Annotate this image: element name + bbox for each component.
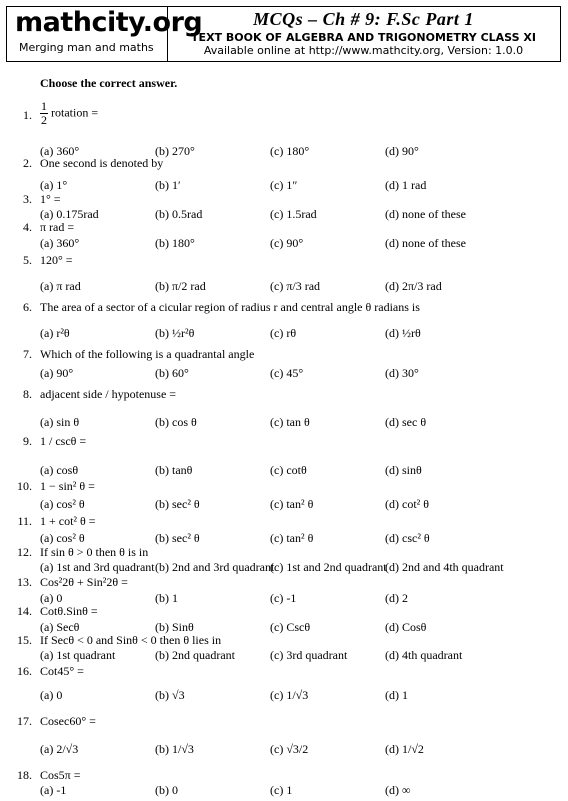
option-c: (c) √3/2 bbox=[270, 742, 309, 756]
option-d: (d) ½rθ bbox=[385, 326, 421, 340]
option-a: (a) π rad bbox=[40, 279, 81, 293]
question-stem bbox=[40, 604, 98, 619]
question-text: Cos5π = bbox=[40, 768, 81, 782]
question-stem bbox=[40, 192, 61, 207]
logo-box bbox=[7, 7, 203, 61]
option-c: (c) 1″ bbox=[270, 178, 298, 192]
question-number: 12. bbox=[17, 545, 32, 559]
question-stem bbox=[40, 633, 221, 648]
question-number: 6. bbox=[23, 300, 32, 314]
option-b: (b) Sinθ bbox=[155, 620, 194, 634]
question-number: 9. bbox=[23, 434, 32, 448]
option-b: (b) sec² θ bbox=[155, 497, 200, 511]
option-c: (c) 180° bbox=[270, 144, 310, 158]
option-d: (d) 90° bbox=[385, 144, 419, 158]
option-c: (c) 1/√3 bbox=[270, 688, 309, 702]
option-b: (b) 1/√3 bbox=[155, 742, 194, 756]
title-box bbox=[167, 7, 560, 61]
option-d: (d) none of these bbox=[385, 207, 466, 221]
fraction-numerator: 1 bbox=[41, 99, 47, 113]
option-d: (d) sec θ bbox=[385, 415, 427, 429]
option-d: (d) 2nd and 4th quadrant bbox=[385, 560, 504, 574]
instruction: Choose the correct answer. bbox=[40, 76, 178, 90]
question-number: 7. bbox=[23, 347, 32, 361]
option-b: (b) 0.5rad bbox=[155, 207, 203, 221]
question-number: 8. bbox=[23, 387, 32, 401]
header bbox=[6, 6, 561, 62]
fraction bbox=[40, 100, 48, 127]
question-text: Cotθ.Sinθ = bbox=[40, 604, 98, 618]
option-d: (d) 2 bbox=[385, 591, 408, 605]
option-d: (d) 1/√2 bbox=[385, 742, 424, 756]
option-a: (a) cos² θ bbox=[40, 497, 85, 511]
option-b: (b) 0 bbox=[155, 783, 178, 797]
option-c: (c) tan² θ bbox=[270, 497, 314, 511]
question-number: 17. bbox=[17, 714, 32, 728]
option-b: (b) 2nd quadrant bbox=[155, 648, 235, 662]
question-text: Cos²2θ + Sin²2θ = bbox=[40, 575, 128, 589]
option-d: (d) csc² θ bbox=[385, 531, 430, 545]
option-b: (b) cos θ bbox=[155, 415, 197, 429]
question-number: 14. bbox=[17, 604, 32, 618]
option-a: (a) 360° bbox=[40, 144, 80, 158]
question-number: 13. bbox=[17, 575, 32, 589]
question-text: Cot45° = bbox=[40, 664, 84, 678]
subtitle: TEXT BOOK OF ALGEBRA AND TRIGONOMETRY CLASS XI bbox=[191, 31, 536, 44]
option-a: (a) Secθ bbox=[40, 620, 80, 634]
tagline: Merging man and maths bbox=[19, 41, 154, 54]
option-a: (a) cosθ bbox=[40, 463, 79, 477]
question-number: 18. bbox=[17, 768, 32, 782]
option-a: (a) 0.175rad bbox=[40, 207, 99, 221]
option-c: (c) -1 bbox=[270, 591, 297, 605]
option-b: (b) tanθ bbox=[155, 463, 193, 477]
question-number: 1. bbox=[23, 108, 32, 122]
option-c: (c) 1st and 2nd quadrant bbox=[270, 560, 387, 574]
question-stem bbox=[40, 514, 96, 529]
option-b: (b) 180° bbox=[155, 236, 195, 250]
question-stem bbox=[40, 156, 163, 171]
option-c: (c) Cscθ bbox=[270, 620, 311, 634]
question-stem bbox=[40, 100, 98, 127]
option-a: (a) 360° bbox=[40, 236, 80, 250]
question-text: If sin θ > 0 then θ is in bbox=[40, 545, 149, 559]
question-text: 1° = bbox=[40, 192, 61, 206]
question-stem bbox=[40, 387, 176, 402]
option-a: (a) r²θ bbox=[40, 326, 70, 340]
question-stem bbox=[40, 575, 128, 590]
question-number: 5. bbox=[23, 253, 32, 267]
page-title: MCQs – Ch # 9: F.Sc Part 1 bbox=[253, 9, 474, 29]
question-text: If Secθ < 0 and Sinθ < 0 then θ lies in bbox=[40, 633, 222, 647]
question-number: 10. bbox=[17, 479, 32, 493]
option-c: (c) π/3 rad bbox=[270, 279, 321, 293]
option-b: (b) 1 bbox=[155, 591, 178, 605]
question-text: rotation = bbox=[48, 105, 99, 120]
option-d: (d) 30° bbox=[385, 366, 419, 380]
question-stem bbox=[40, 220, 74, 235]
option-d: (d) ∞ bbox=[385, 783, 411, 797]
question-text: 1 / cscθ = bbox=[40, 434, 87, 448]
option-b: (b) π/2 rad bbox=[155, 279, 206, 293]
option-b: (b) 270° bbox=[155, 144, 195, 158]
option-a: (a) 2/√3 bbox=[40, 742, 79, 756]
option-c: (c) 3rd quadrant bbox=[270, 648, 348, 662]
option-d: (d) Cosθ bbox=[385, 620, 427, 634]
question-stem bbox=[40, 768, 81, 783]
question-text: adjacent side / hypotenuse = bbox=[40, 387, 177, 401]
question-stem bbox=[40, 664, 84, 679]
question-text: Cosec60° = bbox=[40, 714, 96, 728]
fraction-denominator: 2 bbox=[41, 113, 47, 128]
option-c: (c) 90° bbox=[270, 236, 304, 250]
option-a: (a) cos² θ bbox=[40, 531, 85, 545]
option-b: (b) ½r²θ bbox=[155, 326, 195, 340]
question-stem bbox=[40, 714, 96, 729]
question-stem bbox=[40, 434, 86, 449]
question-number: 4. bbox=[23, 220, 32, 234]
option-a: (a) 90° bbox=[40, 366, 74, 380]
question-stem bbox=[40, 347, 254, 362]
option-c: (c) tan² θ bbox=[270, 531, 314, 545]
option-a: (a) -1 bbox=[40, 783, 67, 797]
question-number: 2. bbox=[23, 156, 32, 170]
question-text: One second is denoted by bbox=[40, 156, 164, 170]
option-a: (a) 1° bbox=[40, 178, 68, 192]
availability-line: Available online at http://www.mathcity.org, Version: 1.0.0 bbox=[203, 44, 524, 57]
question-stem bbox=[40, 479, 95, 494]
question-text: 1 − sin² θ = bbox=[40, 479, 95, 493]
option-c: (c) rθ bbox=[270, 326, 297, 340]
option-d: (d) 1 rad bbox=[385, 178, 427, 192]
option-b: (b) 2nd and 3rd quadrant bbox=[155, 560, 275, 574]
option-b: (b) 60° bbox=[155, 366, 189, 380]
question-stem bbox=[40, 300, 420, 315]
logo: mathcity.org bbox=[15, 7, 203, 38]
question-text: 1 + cot² θ = bbox=[40, 514, 96, 528]
question-stem bbox=[40, 253, 73, 268]
option-b: (b) √3 bbox=[155, 688, 185, 702]
option-d: (d) 2π/3 rad bbox=[385, 279, 442, 293]
option-b: (b) sec² θ bbox=[155, 531, 200, 545]
question-stem bbox=[40, 545, 148, 560]
option-a: (a) 0 bbox=[40, 591, 63, 605]
option-b: (b) 1′ bbox=[155, 178, 181, 192]
option-c: (c) tan θ bbox=[270, 415, 310, 429]
option-d: (d) none of these bbox=[385, 236, 466, 250]
question-number: 16. bbox=[17, 664, 32, 678]
option-c: (c) cotθ bbox=[270, 463, 307, 477]
option-a: (a) 1st and 3rd quadrant bbox=[40, 560, 155, 574]
question-text: The area of a sector of a cicular region of radius r and central angle θ radians is bbox=[40, 300, 420, 314]
option-a: (a) sin θ bbox=[40, 415, 80, 429]
option-a: (a) 0 bbox=[40, 688, 63, 702]
option-c: (c) 1 bbox=[270, 783, 293, 797]
question-text: π rad = bbox=[40, 220, 75, 234]
question-text: Which of the following is a quadrantal angle bbox=[40, 347, 255, 361]
question-text: 120° = bbox=[40, 253, 73, 267]
question-number: 3. bbox=[23, 192, 32, 206]
question-number: 11. bbox=[17, 514, 32, 528]
option-c: (c) 45° bbox=[270, 366, 304, 380]
option-d: (d) 4th quadrant bbox=[385, 648, 463, 662]
option-d: (d) 1 bbox=[385, 688, 408, 702]
question-number: 15. bbox=[17, 633, 32, 647]
option-a: (a) 1st quadrant bbox=[40, 648, 116, 662]
option-c: (c) 1.5rad bbox=[270, 207, 317, 221]
option-d: (d) cot² θ bbox=[385, 497, 429, 511]
option-d: (d) sinθ bbox=[385, 463, 422, 477]
